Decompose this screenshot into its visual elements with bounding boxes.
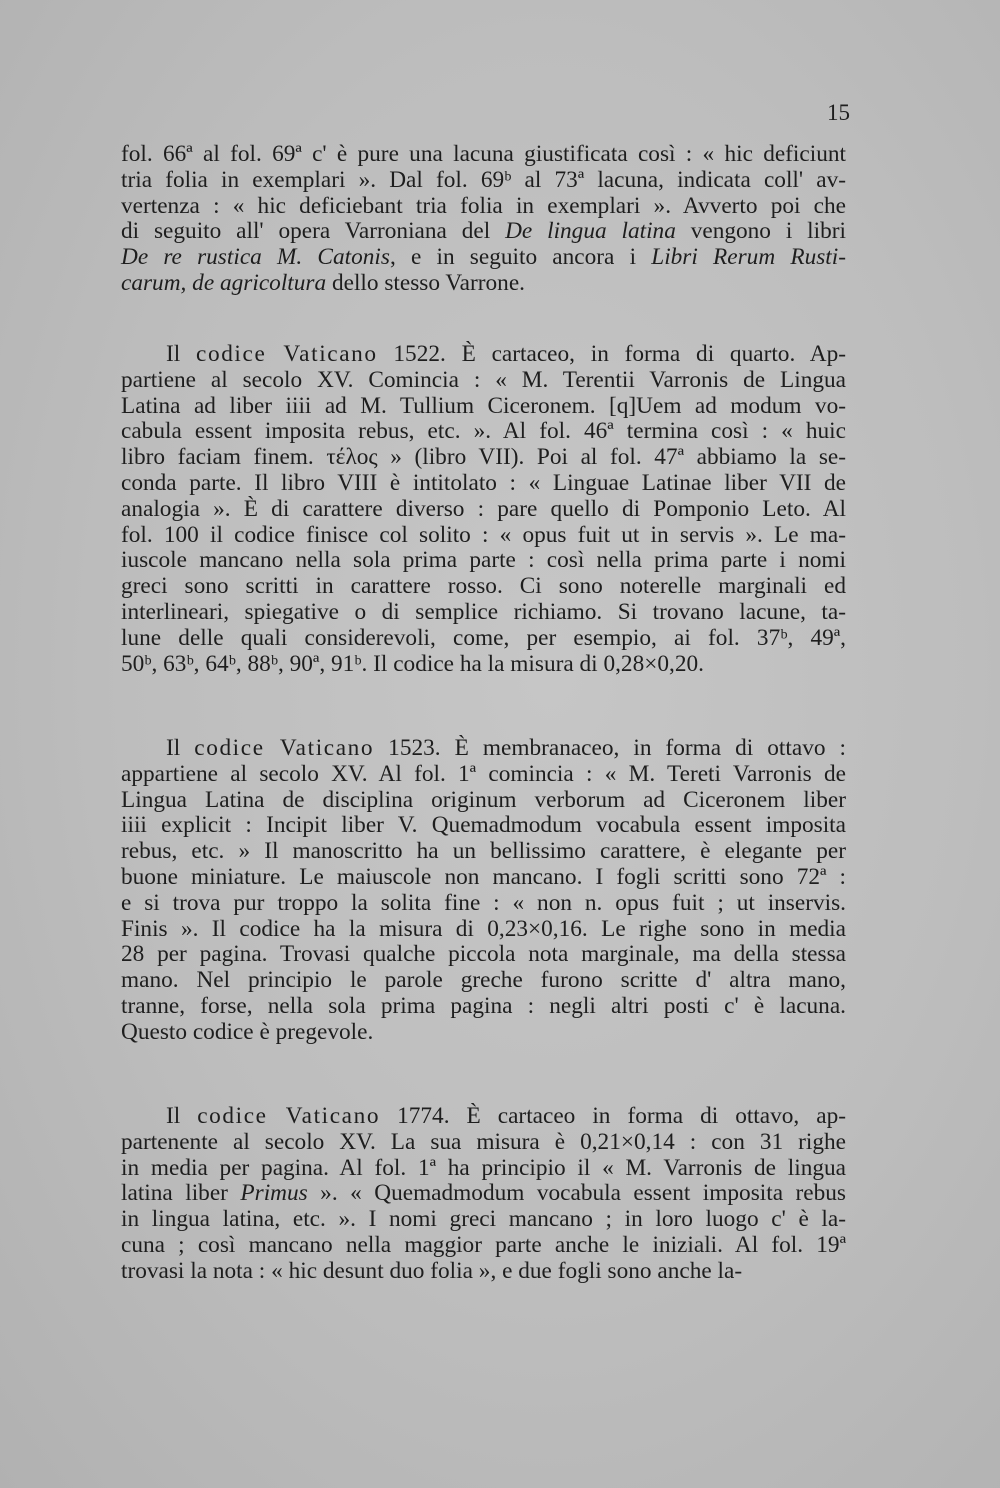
text-line: conda parte. Il libro VIII è intitolato : « Linguae Latinae liber VII de — [121, 469, 846, 496]
text-line: appartiene al secolo XV. Al fol. 1ª comincia : « M. Tereti Varronis de — [121, 760, 846, 787]
text-line: Latina ad liber iiii ad M. Tullium Ciceronem. [q]Uem ad modum vo- — [121, 392, 846, 419]
text-line: lune delle quali considerevoli, come, per esempio, ai fol. 37ᵇ, 49ª, — [121, 624, 846, 651]
text-line: in lingua latina, etc. ». I nomi greci mancano ; in loro luogo c' è la- — [121, 1206, 846, 1233]
text-line: tria folia in exemplari ». Dal fol. 69ᵇ al 73ª lacuna, indicata coll' av- — [121, 166, 846, 193]
paragraph-fol-66 — [121, 142, 846, 297]
text-line: fol. 66ª al fol. 69ª c' è pure una lacuna giustificata così : « hic deficiunt — [121, 141, 846, 167]
text-line: analogia ». È di carattere diverso : pare quello di Pomponio Leto. Al — [121, 495, 846, 522]
text-line: 50ᵇ, 63ᵇ, 64ᵇ, 88ᵇ, 90ª, 91ᵇ. Il codice ha la misura di 0,28×0,20. — [121, 650, 704, 677]
text-line: partenente al secolo XV. La sua misura è 0,21×0,14 : con 31 righe — [121, 1128, 846, 1155]
text-line: carum, de agricoltura dello stesso Varrone. — [121, 269, 525, 296]
text-line: De re rustica M. Catonis, e in seguito ancora i Libri Rerum Rusti- — [121, 244, 846, 271]
text-line: iiii explicit : Incipit liber V. Quemadmodum vocabula essent imposita — [121, 812, 846, 839]
text-line: di seguito all' opera Varroniana del De lingua latina vengono i libri — [121, 218, 846, 245]
text-line: latina liber Primus ». « Quemadmodum vocabula essent imposita rebus — [121, 1180, 846, 1207]
text-line: tranne, forse, nella sola prima pagina : negli altri posti c' è lacuna. — [121, 992, 846, 1019]
text-line: trovasi la nota : « hic desunt duo folia », e due fogli sono anche la- — [121, 1257, 743, 1284]
text-line: Finis ». Il codice ha la misura di 0,23×0,16. Le righe sono in media — [121, 915, 846, 942]
text-line: greci sono scritti in carattere rosso. Ci sono noterelle marginali ed — [121, 573, 846, 600]
text-line: Lingua Latina de disciplina originum verborum ad Ciceronem liber — [121, 786, 846, 813]
text-line: libro faciam finem. τέλος » (libro VII). Poi al fol. 47ª abbiamo la se- — [121, 444, 846, 471]
text-line: buone miniature. Le maiuscole non mancano. I fogli scritti sono 72ª : — [121, 863, 846, 890]
text-line: Il codice Vaticano 1523. È membranaceo, in forma di ottavo : — [166, 735, 846, 761]
page-number: 15 — [827, 100, 850, 125]
text-line: cuna ; così mancano nella maggior parte anche le iniziali. Al fol. 19ª — [121, 1231, 846, 1258]
text-line: partiene al secolo XV. Comincia : « M. Terentii Varronis de Lingua — [121, 366, 846, 393]
text-line: interlineari, spiegative o di semplice richiamo. Si trovano lacune, ta- — [121, 598, 846, 625]
text-line: iuscole mancano nella sola prima parte : così nella prima parte i nomi — [121, 547, 846, 574]
text-line: Il codice Vaticano 1774. È cartaceo in forma di ottavo, ap- — [166, 1103, 846, 1129]
text-line: cabula essent imposita rebus, etc. ». Al fol. 46ª termina così : « huic — [121, 418, 846, 445]
text-line: fol. 100 il codice finisce col solito : « opus fuit ut in servis ». Le ma- — [121, 521, 846, 548]
paragraph-codice-1522 — [121, 342, 846, 677]
text-line: vertenza : « hic deficiebant tria folia in exemplari ». Avverto poi che — [121, 192, 846, 219]
text-line: Il codice Vaticano 1522. È cartaceo, in forma di quarto. Ap- — [166, 341, 846, 367]
text-line: Questo codice è pregevole. — [121, 1018, 374, 1045]
text-line: rebus, etc. » Il manoscritto ha un bellissimo carattere, è elegante per — [121, 838, 846, 865]
text-line: mano. Nel principio le parole greche furono scritte d' altra mano, — [121, 967, 846, 994]
paragraph-codice-1523 — [121, 736, 846, 1046]
paragraph-codice-1774 — [121, 1104, 846, 1285]
text-line: 28 per pagina. Trovasi qualche piccola nota marginale, ma della stessa — [121, 941, 846, 968]
text-line: in media per pagina. Al fol. 1ª ha principio il « M. Varronis de lingua — [121, 1154, 846, 1181]
text-line: e si trova pur troppo la solita fine : « non n. opus fuit ; ut inservis. — [121, 889, 846, 916]
